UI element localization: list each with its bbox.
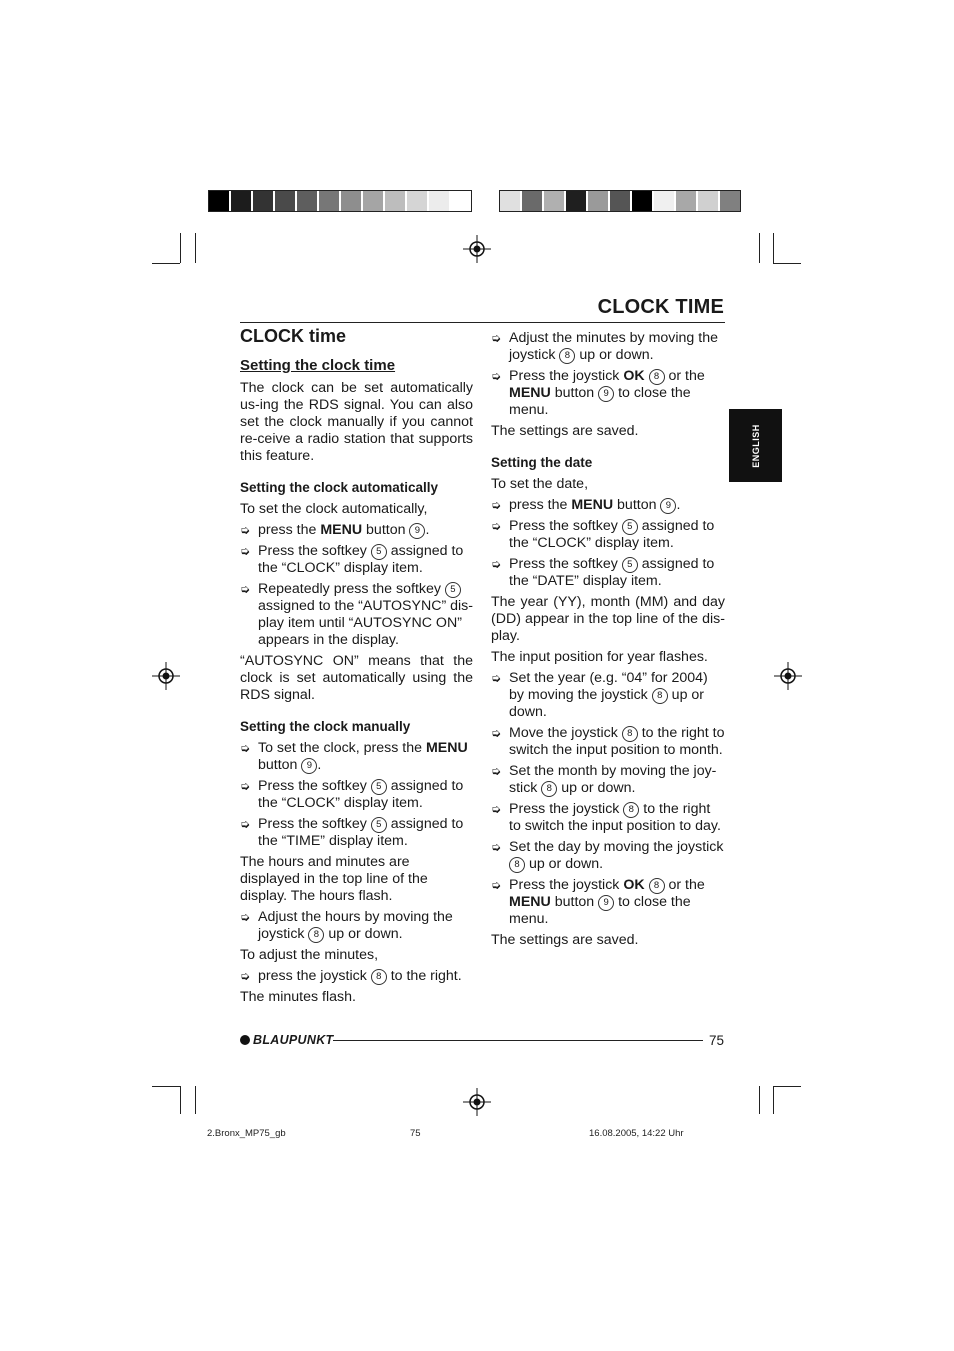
menu-button-number: 9	[301, 758, 317, 774]
crop-mark	[152, 263, 180, 264]
crop-mark	[759, 233, 760, 263]
arrow-icon: ➭	[240, 523, 251, 537]
list-item: ➭ Press the joystick OK 8 or the MENU button 9 to close the menu.	[491, 877, 705, 927]
joystick-number: 8	[652, 688, 668, 704]
arrow-icon: ➭	[491, 726, 502, 740]
color-swatch	[385, 191, 407, 211]
header-rule	[240, 322, 725, 323]
imprint-page: 75	[410, 1128, 421, 1139]
joystick-number: 8	[371, 969, 387, 985]
joystick-number: 8	[649, 878, 665, 894]
softkey-number: 5	[622, 557, 638, 573]
arrow-icon: ➭	[491, 878, 502, 892]
list-item: ➭ Press the softkey 5 assigned to the “CLOCK” display item.	[491, 518, 715, 551]
list-item: ➭ Press the joystick 8 to the right to switch the input position to day.	[491, 801, 721, 834]
arrow-icon: ➭	[240, 969, 251, 983]
color-swatch	[720, 191, 740, 211]
joystick-number: 8	[623, 802, 639, 818]
date-flash-note: The input position for year flashes.	[491, 649, 708, 665]
auto-intro: To set the clock automatically,	[240, 501, 428, 517]
crop-mark	[195, 1086, 196, 1114]
crop-mark	[773, 1086, 774, 1114]
color-swatch	[522, 191, 544, 211]
color-swatch	[566, 191, 588, 211]
footer-rule	[333, 1040, 703, 1041]
color-swatch	[698, 191, 720, 211]
registration-mark-icon	[463, 235, 491, 263]
minutes-intro: To adjust the minutes,	[240, 947, 379, 963]
imprint-date: 16.08.2005, 14:22 Uhr	[589, 1128, 684, 1139]
saved-note: The settings are saved.	[491, 423, 639, 439]
list-item: ➭ press the MENU button 9 .	[240, 522, 430, 538]
auto-heading: Setting the clock automatically	[240, 480, 439, 495]
crop-mark	[773, 263, 801, 264]
color-swatch	[363, 191, 385, 211]
crop-mark	[195, 233, 196, 263]
saved-note: The settings are saved.	[491, 932, 639, 948]
color-bar-right	[499, 190, 741, 212]
crop-mark	[773, 1086, 801, 1087]
list-item: ➭ Press the softkey 5 assigned to the “DATE” display item.	[491, 556, 715, 589]
softkey-number: 5	[371, 779, 387, 795]
crop-mark	[152, 1086, 180, 1087]
minutes-flash-note: The minutes flash.	[240, 989, 356, 1005]
arrow-icon: ➭	[491, 840, 502, 854]
color-swatch	[588, 191, 610, 211]
arrow-icon: ➭	[491, 519, 502, 533]
color-swatch	[610, 191, 632, 211]
list-item: ➭ Move the joystick 8 to the right to switch the input position to month.	[491, 725, 725, 758]
color-swatch	[319, 191, 341, 211]
list-item: ➭ press the MENU button 9 .	[491, 497, 681, 513]
color-swatch	[341, 191, 363, 211]
list-item: ➭ Press the softkey 5 assigned to the “CLOCK” display item.	[240, 778, 464, 811]
menu-button-number: 9	[598, 386, 614, 402]
color-swatch	[297, 191, 319, 211]
imprint-file: 2.Bronx_MP75_gb	[207, 1128, 286, 1139]
intro-paragraph: The clock can be set automatically us-ing the RDS signal. You can also set the clock manually if you cannot re-ceive a radio station that supports this feature.	[240, 380, 473, 464]
crop-mark	[180, 233, 181, 263]
color-swatch	[407, 191, 429, 211]
softkey-number: 5	[371, 817, 387, 833]
color-swatch	[429, 191, 451, 211]
arrow-icon: ➭	[240, 910, 251, 924]
joystick-number: 8	[509, 857, 525, 873]
arrow-icon: ➭	[491, 369, 502, 383]
softkey-number: 5	[622, 519, 638, 535]
registration-mark-icon	[152, 662, 180, 690]
manual-heading: Setting the clock manually	[240, 719, 411, 734]
list-item: ➭ To set the clock, press the MENU button 9 .	[240, 740, 468, 773]
column-right	[491, 330, 725, 953]
arrow-icon: ➭	[491, 498, 502, 512]
crop-mark	[759, 1086, 760, 1114]
logo-dot-icon	[240, 1035, 250, 1045]
arrow-icon: ➭	[240, 582, 251, 596]
page-title: CLOCK TIME	[597, 296, 724, 318]
arrow-icon: ➭	[491, 331, 502, 345]
list-item: ➭ Press the softkey 5 assigned to the “CLOCK” display item.	[240, 543, 464, 576]
list-item: ➭ Press the softkey 5 assigned to the “TIME” display item.	[240, 816, 464, 849]
date-note: The year (YY), month (MM) and day (DD) appear in the top line of the dis-play.	[491, 594, 725, 644]
registration-mark-icon	[774, 662, 802, 690]
menu-button-number: 9	[598, 895, 614, 911]
joystick-number: 8	[622, 726, 638, 742]
list-item: ➭ Adjust the hours by moving the joystick 8 up or down.	[240, 909, 453, 942]
brand-logo: BLAUPUNKT	[240, 1033, 333, 1047]
color-bar-left	[208, 190, 472, 212]
color-swatch	[231, 191, 253, 211]
language-tab-label: ENGLISH	[750, 423, 761, 468]
manual-note: The hours and minutes are displayed in the top line of the display. The hours flash.	[240, 854, 428, 904]
joystick-number: 8	[649, 369, 665, 385]
softkey-number: 5	[445, 582, 461, 598]
language-tab	[729, 409, 782, 482]
arrow-icon: ➭	[491, 802, 502, 816]
list-item: ➭ Press the joystick OK 8 or the MENU button 9 to close the menu.	[491, 368, 705, 418]
section-heading: CLOCK time	[240, 326, 347, 346]
column-left	[240, 328, 473, 1010]
crop-mark	[180, 1086, 181, 1114]
color-swatch	[676, 191, 698, 211]
color-swatch	[632, 191, 654, 211]
arrow-icon: ➭	[240, 779, 251, 793]
date-intro: To set the date,	[491, 476, 589, 492]
menu-button-number: 9	[660, 498, 676, 514]
color-swatch	[451, 191, 471, 211]
subsection-heading: Setting the clock time	[240, 357, 396, 374]
color-swatch	[654, 191, 676, 211]
list-item: ➭ Adjust the minutes by moving the joystick 8 up or down.	[491, 330, 718, 363]
list-item: ➭ Set the year (e.g. “04” for 2004) by moving the joystick 8 up or down.	[491, 670, 708, 720]
arrow-icon: ➭	[240, 817, 251, 831]
auto-note: “AUTOSYNC ON” means that the clock is set automatically using the RDS signal.	[240, 653, 473, 703]
list-item: ➭ press the joystick 8 to the right.	[240, 968, 462, 984]
list-item: ➭ Set the day by moving the joystick 8 up or down.	[491, 839, 724, 872]
arrow-icon: ➭	[240, 544, 251, 558]
date-heading: Setting the date	[491, 455, 593, 470]
arrow-icon: ➭	[491, 671, 502, 685]
softkey-number: 5	[371, 544, 387, 560]
arrow-icon: ➭	[240, 741, 251, 755]
color-swatch	[253, 191, 275, 211]
color-swatch	[544, 191, 566, 211]
list-item: ➭ Set the month by moving the joy-stick 8 up or down.	[491, 763, 717, 796]
list-item: ➭ Repeatedly press the softkey 5 assigned to the “AUTOSYNC” dis-play item until “AUTOSYNC ON” appears in the display.	[240, 581, 473, 648]
arrow-icon: ➭	[491, 764, 502, 778]
crop-mark	[773, 233, 774, 263]
color-swatch	[209, 191, 231, 211]
joystick-number: 8	[308, 927, 324, 943]
arrow-icon: ➭	[491, 557, 502, 571]
page-number: 75	[709, 1033, 725, 1048]
color-swatch	[275, 191, 297, 211]
joystick-number: 8	[559, 348, 575, 364]
menu-button-number: 9	[409, 523, 425, 539]
color-swatch	[500, 191, 522, 211]
joystick-number: 8	[541, 781, 557, 797]
registration-mark-icon	[463, 1088, 491, 1116]
